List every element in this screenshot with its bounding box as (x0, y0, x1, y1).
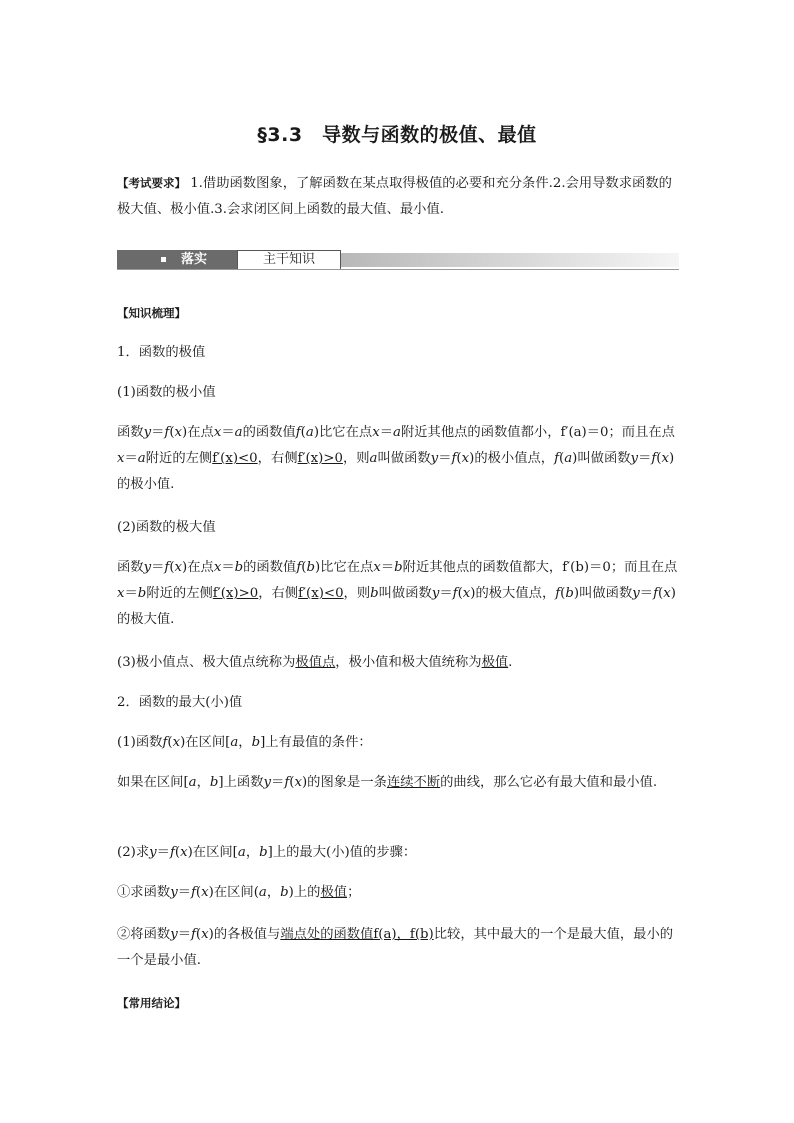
underline-derivative-negative-2: f′(x)<0 (298, 586, 344, 601)
heading-minimum: (1)函数的极小值 (117, 385, 216, 400)
continuity-statement: 如果在区间[a，b]上函数y＝f(x)的图象是一条连续不断的曲线，那么它必有最大值和最小值. (117, 775, 658, 790)
underline-derivative-positive-2: f′(x)>0 (212, 586, 259, 601)
underline-continuous: 连续不断 (386, 775, 441, 790)
minimum-definition: 函数y＝f(x)在点x＝a的函数值f(a)比它在点x＝a附近其他点的函数值都小，f′(a)＝0；而且在点x＝a附近的左侧f′(x)<0，右侧f′(x)>0，则a叫做函数y＝f(x)的极小值点，f(a)叫做函数y＝f(x)的极小值. (117, 425, 675, 492)
heading-maximum: (2)函数的极大值 (117, 520, 216, 535)
exam-requirements-tag: 【考试要求】 (117, 176, 186, 190)
underline-extreme-point: 极值点 (295, 655, 336, 670)
max-min-condition: (1)函数f(x)在区间[a，b]上有最值的条件： (117, 735, 372, 750)
banner-right-label: 主干知识 (237, 250, 341, 270)
square-bullet-icon (161, 257, 166, 262)
common-conclusions-tag: 【常用结论】 (117, 996, 186, 1010)
underline-derivative-positive: f′(x)>0 (297, 451, 343, 466)
banner-dark-block (117, 250, 237, 270)
underline-derivative-negative: f′(x)<0 (212, 451, 258, 466)
step-one: ①求函数y＝f(x)在区间(a，b)上的极值； (117, 885, 361, 900)
underline-extremum: 极值 (320, 885, 348, 900)
heading-max-min: 2．函数的最大(小)值 (117, 695, 243, 710)
banner-gradient (341, 253, 679, 267)
maximum-definition: 函数y＝f(x)在点x＝b的函数值f(b)比它在点x＝b附近其他点的函数值都大，f′(b)＝0；而且在点x＝b附近的左侧f′(x)>0，右侧f′(x)<0，则b叫做函数y＝f(x)的极大值点，f(b)叫做函数y＝f(x)的极大值. (117, 560, 678, 627)
banner-left-label: 落实 (181, 252, 208, 267)
underline-endpoint-values: 端点处的函数值f(a)，f(b) (280, 927, 434, 942)
banner-underline (117, 269, 679, 270)
page-title: §3.3 导数与函数的极值、最值 (257, 124, 537, 146)
heading-extreme-values: 1．函数的极值 (117, 345, 206, 360)
step-two: ②将函数y＝f(x)的各极值与端点处的函数值f(a)，f(b)比较，其中最大的一个是最大值，最小的一个是最小值. (117, 927, 674, 968)
section-banner (117, 250, 679, 270)
extreme-terms: (3)极小值点、极大值点统称为极值点，极小值和极大值统称为极值. (117, 655, 513, 670)
exam-requirements (117, 170, 679, 223)
underline-extreme-value: 极值 (481, 655, 509, 670)
knowledge-tag: 【知识梳理】 (117, 306, 186, 320)
steps-heading: (2)求y＝f(x)在区间[a，b]上的最大(小)值的步骤： (117, 845, 417, 860)
exam-requirements-text: 1.借助函数图象，了解函数在某点取得极值的必要和充分条件.2.会用导数求函数的极大值、极小值.3.会求闭区间上函数的最大值、最小值. (117, 176, 672, 217)
